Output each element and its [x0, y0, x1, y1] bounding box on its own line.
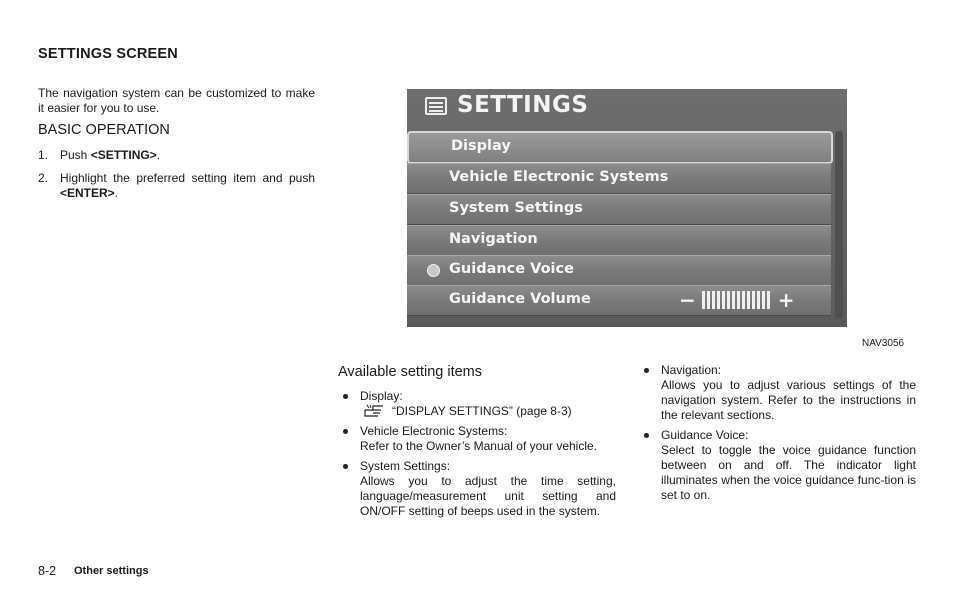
item-name: Display:	[360, 389, 403, 403]
figure-caption: NAV3056	[862, 338, 905, 349]
item-name: Vehicle Electronic Systems:	[360, 424, 508, 438]
volume-bar	[757, 291, 760, 309]
list-item	[338, 389, 616, 419]
step-key: <SETTING>	[90, 148, 157, 162]
step-punct: .	[156, 148, 161, 162]
volume-bar	[767, 291, 770, 309]
settings-screen-image	[407, 89, 847, 327]
item-description: Allows you to adjust various settings of the navigation system. Refer to the instructions in the relevant sections.	[661, 378, 916, 422]
volume-bar	[707, 291, 710, 309]
menu-item-label: Navigation	[449, 231, 538, 247]
available-items-list-left	[338, 389, 616, 524]
volume-minus-icon[interactable]: −	[679, 288, 696, 312]
menu-item-label: Guidance Volume	[449, 291, 591, 307]
volume-bar	[737, 291, 740, 309]
basic-operation-steps	[38, 148, 315, 209]
menu-item-vehicle-electronic-systems[interactable]	[407, 163, 831, 194]
reference-hand-icon	[364, 404, 386, 417]
step-text: Highlight the preferred setting item and push	[60, 171, 315, 185]
menu-item-label: System Settings	[449, 200, 583, 216]
item-reference-text[interactable]: “DISPLAY SETTINGS” (page 8-3)	[392, 404, 572, 418]
list-item	[639, 363, 916, 423]
menu-item-guidance-voice[interactable]	[407, 255, 831, 286]
item-name: Navigation:	[661, 363, 722, 377]
volume-bar	[727, 291, 730, 309]
item-name: Guidance Voice:	[661, 428, 749, 442]
menu-item-system-settings[interactable]	[407, 194, 831, 225]
item-description: Select to toggle the voice guidance function between on and off. The indicator light illuminates when the voice guidance func-tion is set to on.	[661, 443, 916, 502]
menu-item-label: Guidance Voice	[449, 261, 574, 277]
volume-slider[interactable]	[679, 290, 795, 310]
item-description: Allows you to adjust the time setting, language/measurement unit setting and ON/OFF setting of beeps used in the system.	[360, 474, 616, 518]
section-title: SETTINGS SCREEN	[38, 46, 178, 62]
list-item	[338, 459, 616, 519]
step-item	[38, 171, 315, 201]
volume-bar	[742, 291, 745, 309]
menu-item-label: Display	[451, 138, 511, 154]
volume-bar	[762, 291, 765, 309]
volume-bars	[702, 291, 770, 309]
screen-header	[407, 89, 847, 127]
item-name: System Settings:	[360, 459, 451, 473]
step-number: 1.	[38, 148, 49, 162]
menu-item-display[interactable]	[407, 131, 833, 164]
volume-bar	[712, 291, 715, 309]
list-item	[338, 424, 616, 454]
volume-bar	[732, 291, 735, 309]
section-name: Other settings	[74, 565, 149, 577]
item-reference	[360, 404, 616, 419]
menu-item-navigation[interactable]	[407, 225, 831, 256]
available-items-heading: Available setting items	[338, 364, 483, 380]
list-item	[639, 428, 916, 503]
menu-item-guidance-volume[interactable]	[407, 285, 831, 316]
menu-item-label: Vehicle Electronic Systems	[449, 169, 669, 185]
volume-plus-icon[interactable]: +	[777, 288, 795, 312]
step-number: 2.	[38, 171, 49, 185]
item-description: Refer to the Owner’s Manual of your vehicle.	[360, 439, 598, 453]
basic-operation-heading: BASIC OPERATION	[38, 122, 170, 138]
scrollbar[interactable]	[835, 131, 843, 319]
volume-bar	[722, 291, 725, 309]
step-punct: .	[114, 186, 119, 200]
volume-bar	[752, 291, 755, 309]
settings-list-icon	[425, 97, 447, 115]
available-items-list-right	[639, 363, 916, 508]
volume-bar	[747, 291, 750, 309]
volume-bar	[717, 291, 720, 309]
step-key: <ENTER>	[60, 186, 115, 200]
screen-title: SETTINGS	[457, 92, 589, 118]
step-item	[38, 148, 315, 163]
intro-paragraph: The navigation system can be customized to make it easier for you to use.	[38, 86, 315, 115]
volume-bar	[702, 291, 705, 309]
indicator-light-icon	[427, 264, 440, 277]
step-text: Push	[60, 148, 91, 162]
page-number: 8-2	[38, 564, 57, 578]
